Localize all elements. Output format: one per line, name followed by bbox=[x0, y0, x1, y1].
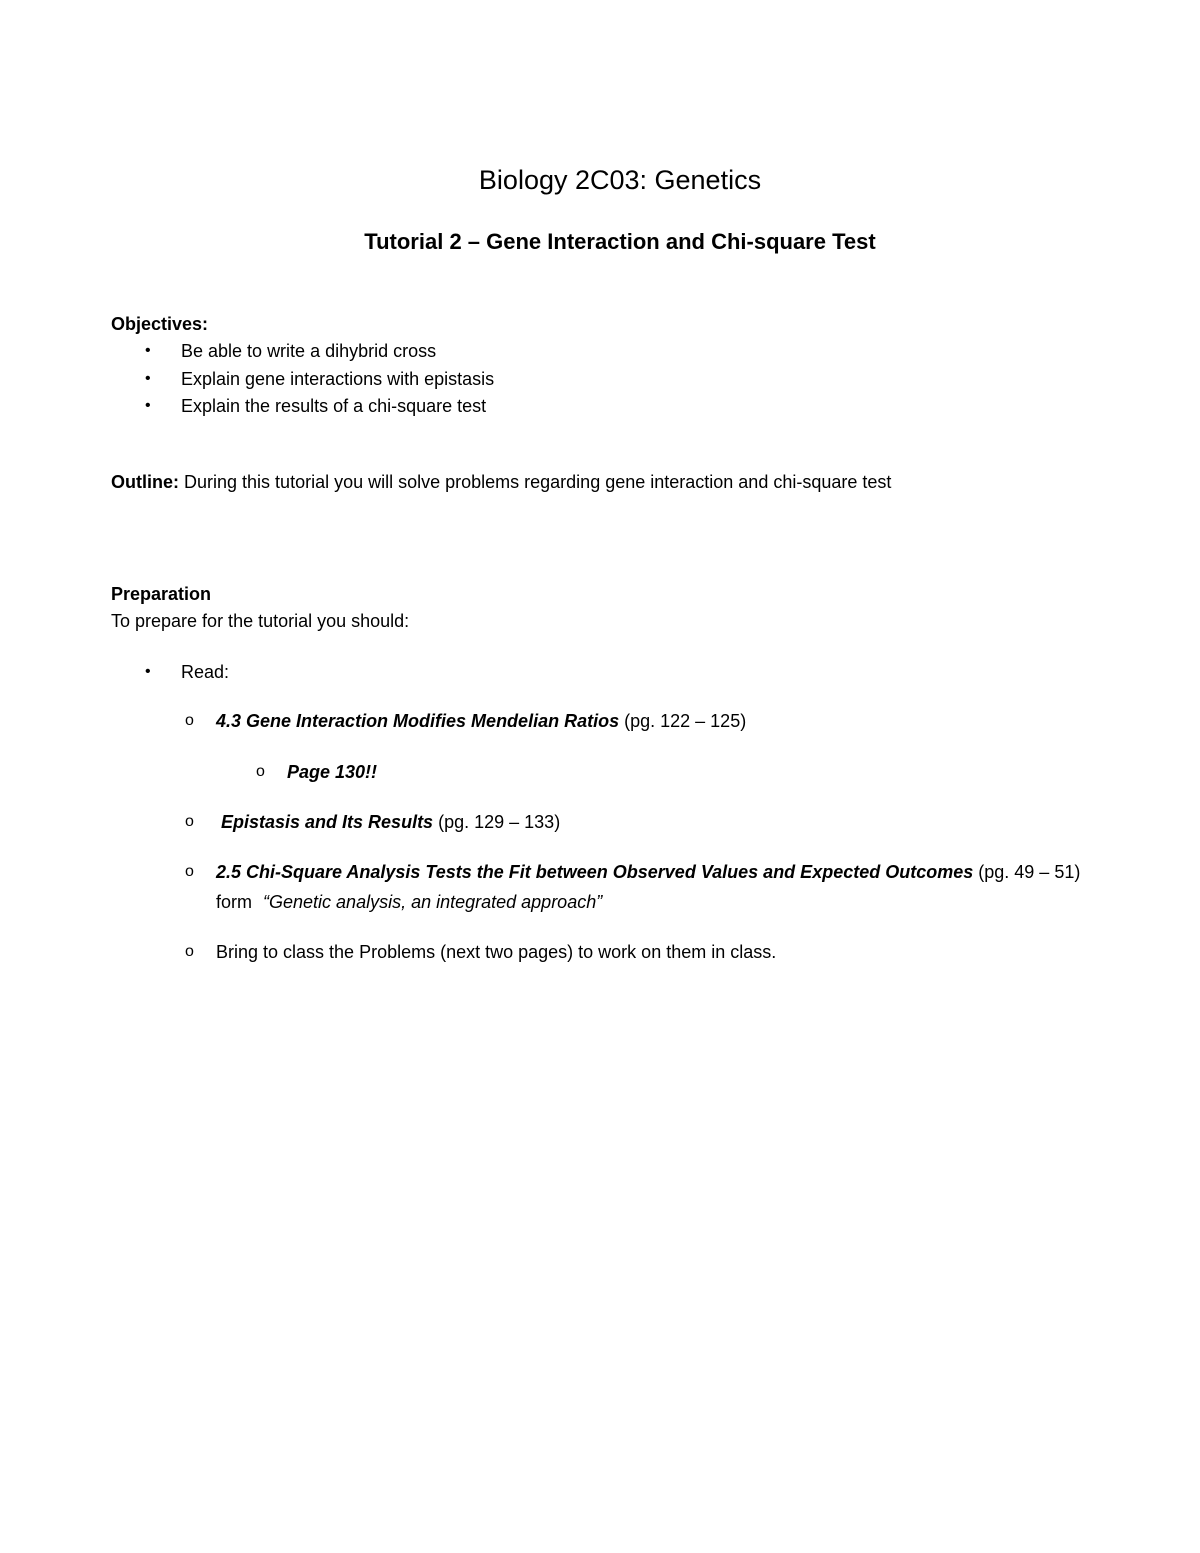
sub-bullet-marker: o bbox=[185, 943, 194, 960]
reading-title: 2.5 Chi-Square Analysis Tests the Fit between Observed Values and Expected Outcomes bbox=[216, 862, 974, 882]
bullet-marker: • bbox=[145, 370, 151, 387]
page-subtitle: Tutorial 2 – Gene Interaction and Chi-square Test bbox=[364, 229, 876, 254]
preparation-intro: To prepare for the tutorial you should: bbox=[111, 611, 410, 631]
read-label: Read: bbox=[181, 662, 230, 682]
page-title: Biology 2C03: Genetics bbox=[478, 165, 762, 195]
reading-title: 4.3 Gene Interaction Modifies Mendelian Ratios bbox=[216, 711, 620, 731]
sub-bullet-marker: o bbox=[185, 813, 194, 830]
outline-text: During this tutorial you will solve problems regarding gene interaction and chi-square test bbox=[184, 472, 892, 492]
reading-item bbox=[221, 810, 560, 834]
reading-source-prefix: form bbox=[216, 892, 252, 912]
reading-item bbox=[216, 860, 1156, 884]
objectives-heading: Objectives: bbox=[111, 314, 209, 334]
reading-source-line bbox=[216, 890, 602, 914]
reading-pages: (pg. 49 – 51) bbox=[978, 862, 1081, 882]
sub-bullet-marker: o bbox=[185, 712, 194, 729]
bullet-marker: • bbox=[145, 397, 151, 414]
reading-item: Bring to class the Problems (next two pages) to work on them in class. bbox=[216, 942, 777, 962]
preparation-heading: Preparation bbox=[111, 584, 212, 604]
reading-item bbox=[216, 709, 746, 733]
reading-title: Page 130!! bbox=[287, 762, 378, 782]
reading-title: Epistasis and Its Results bbox=[221, 812, 434, 832]
objective-item: Explain the results of a chi-square test bbox=[181, 396, 487, 416]
sub-bullet-marker: o bbox=[256, 763, 265, 780]
objective-item: Explain gene interactions with epistasis bbox=[181, 369, 495, 389]
outline-paragraph bbox=[111, 470, 891, 494]
outline-label: Outline: bbox=[111, 472, 179, 492]
reading-source: “Genetic analysis, an integrated approach” bbox=[263, 892, 603, 912]
objective-item: Be able to write a dihybrid cross bbox=[181, 341, 437, 361]
sub-bullet-marker: o bbox=[185, 863, 194, 880]
bullet-marker: • bbox=[145, 342, 151, 359]
reading-pages: (pg. 122 – 125) bbox=[624, 711, 747, 731]
reading-pages: (pg. 129 – 133) bbox=[438, 812, 561, 832]
bullet-marker: • bbox=[145, 663, 151, 680]
